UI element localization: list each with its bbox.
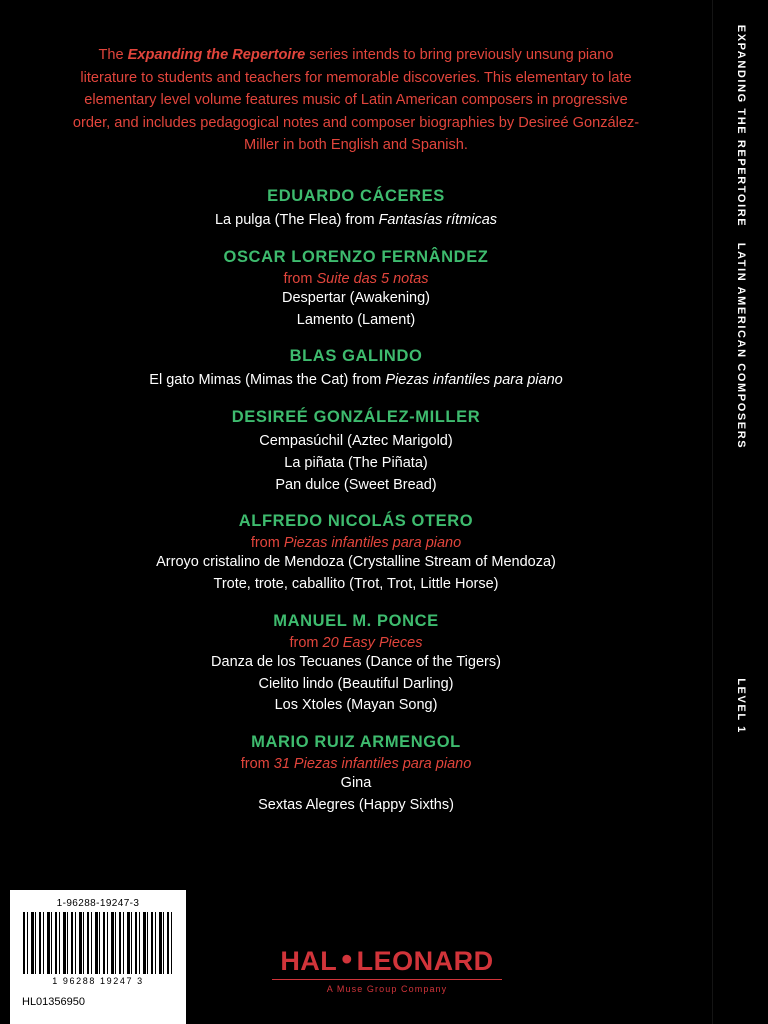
piece-entry — [58, 574, 654, 596]
spine-subtitle: LATIN AMERICAN COMPOSERS — [734, 242, 747, 450]
logo-divider — [272, 979, 502, 980]
piece-title: Sextas Alegres (Happy Sixths) — [258, 796, 454, 813]
blurb-part-1: The — [98, 47, 128, 63]
piece-source-title: Piezas infantiles para piano — [385, 372, 563, 389]
publisher-name-left: HAL — [280, 946, 338, 976]
piece-entry — [58, 475, 654, 497]
barcode-number: 1-96288-19247-3 — [56, 898, 140, 909]
piece-entry — [58, 210, 654, 232]
barcode-digits: 1 96288 19247 3 — [52, 976, 144, 986]
composer-name: DESIREÉ GONZÁLEZ-MILLER — [231, 408, 481, 427]
publisher-name-right: LEONARD — [356, 946, 494, 976]
composer-name: ALFREDO NICOLÁS OTERO — [238, 512, 474, 531]
publisher-dot-icon: • — [341, 941, 353, 977]
barcode-block — [10, 890, 186, 1024]
piece-title: El gato Mimas (Mimas the Cat) from — [149, 372, 386, 389]
collection-source — [58, 635, 654, 651]
spine-series-title: EXPANDING THE REPERTOIRE — [734, 24, 747, 228]
composer-name: OSCAR LORENZO FERNÂNDEZ — [223, 247, 489, 266]
table-of-contents — [58, 187, 654, 817]
composer-block — [58, 408, 654, 496]
barcode-sku: HL01356950 — [22, 996, 86, 1008]
piece-source-title: Fantasías rítmicas — [378, 212, 498, 229]
composer-name: EDUARDO CÁCERES — [267, 187, 445, 206]
piece-entry — [58, 773, 654, 795]
piece-title: Pan dulce (Sweet Bread) — [275, 476, 437, 493]
composer-block — [58, 248, 654, 332]
composer-block — [58, 512, 654, 596]
piece-entry — [58, 795, 654, 817]
piece-title: Danza de los Tecuanes (Dance of the Tigers) — [211, 653, 501, 670]
collection-prefix: from — [250, 535, 284, 552]
series-title: Expanding the Repertoire — [127, 47, 306, 63]
piece-title: Cempasúchil (Aztec Marigold) — [259, 433, 453, 450]
spine-level: LEVEL 1 — [734, 678, 747, 734]
piece-entry — [58, 552, 654, 574]
piece-title: Trote, trote, caballito (Trot, Trot, Little Horse) — [213, 576, 499, 593]
collection-prefix: from — [283, 270, 317, 287]
blurb-part-2: series intends to bring previously unsung piano literature to students and teachers for memorable discoveries. This elementary to late elementary level volume features music of Latin American composers in progressive order, and includes pedagogical notes and composer biographies by Desireé González-Miller in both English and Spanish. — [72, 47, 640, 154]
publisher-tagline: A Muse Group Company — [326, 984, 448, 994]
piece-title: Arroyo cristalino de Mendoza (Crystalline Stream of Mendoza) — [156, 554, 556, 571]
collection-prefix: from — [240, 756, 274, 773]
piece-entry — [58, 674, 654, 696]
composer-block — [58, 733, 654, 817]
piece-entry — [58, 431, 654, 453]
publisher-logo — [272, 941, 502, 994]
collection-source — [58, 756, 654, 772]
series-blurb — [71, 44, 641, 157]
piece-title: La piñata (The Piñata) — [284, 454, 428, 471]
composer-block — [58, 187, 654, 232]
piece-title: Los Xtoles (Mayan Song) — [274, 697, 438, 714]
piece-title: Lamento (Lament) — [296, 311, 416, 328]
piece-entry — [58, 288, 654, 310]
piece-entry — [58, 695, 654, 717]
piece-title: Cielito lindo (Beautiful Darling) — [258, 675, 454, 692]
composer-block — [58, 612, 654, 717]
collection-title: Suite das 5 notas — [316, 270, 429, 287]
piece-entry — [58, 370, 654, 392]
collection-prefix: from — [289, 634, 323, 651]
barcode-bars — [23, 912, 173, 974]
spine-strip — [712, 0, 768, 1024]
composer-block — [58, 347, 654, 392]
piece-title: Gina — [340, 775, 372, 792]
collection-source — [58, 535, 654, 551]
collection-source — [58, 271, 654, 287]
collection-title: 31 Piezas infantiles para piano — [273, 756, 472, 773]
composer-name: MARIO RUIZ ARMENGOL — [251, 733, 461, 752]
piece-title: Despertar (Awakening) — [281, 289, 431, 306]
piece-entry — [58, 310, 654, 332]
publisher-name — [272, 941, 502, 977]
composer-name: BLAS GALINDO — [289, 347, 423, 366]
collection-title: Piezas infantiles para piano — [283, 535, 462, 552]
piece-entry — [58, 453, 654, 475]
composer-name: MANUEL M. PONCE — [273, 611, 439, 630]
piece-entry — [58, 652, 654, 674]
collection-title: 20 Easy Pieces — [322, 634, 423, 651]
piece-title: La pulga (The Flea) from — [214, 212, 379, 229]
